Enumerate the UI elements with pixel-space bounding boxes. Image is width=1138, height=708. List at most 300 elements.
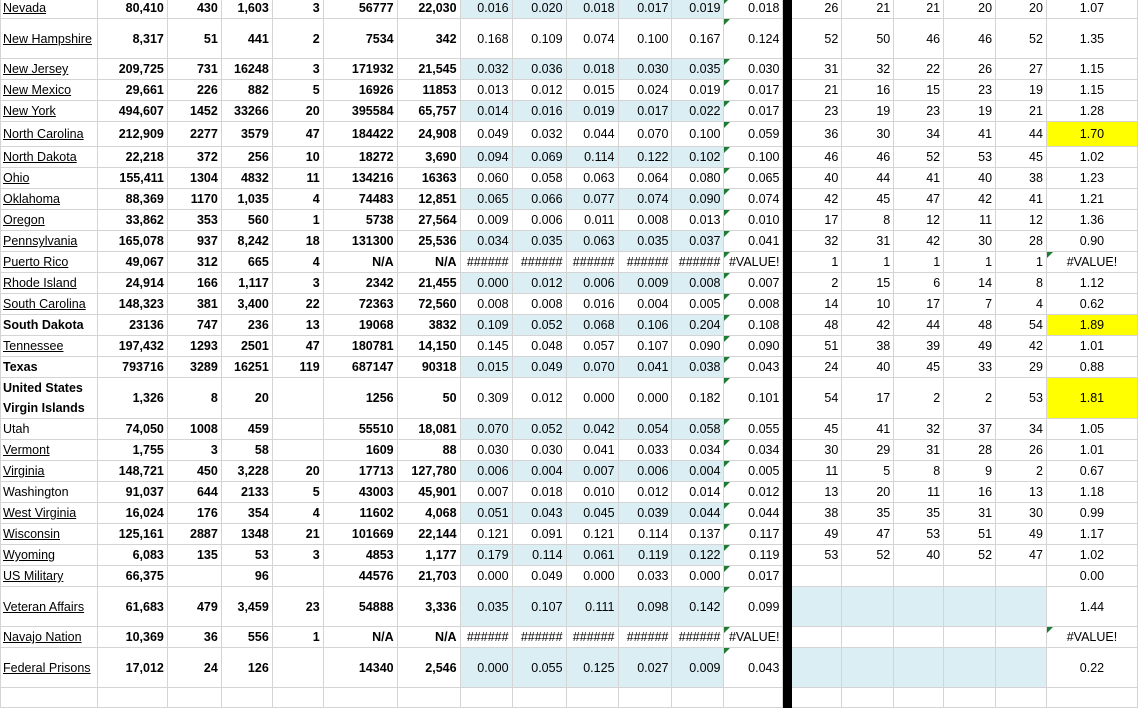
row-name-link[interactable]: Nevada — [3, 1, 47, 15]
cell-col-17[interactable]: 45 — [996, 147, 1047, 168]
cell-col-13[interactable]: 48 — [792, 315, 842, 336]
cell-col-17[interactable]: 12 — [996, 210, 1047, 231]
row-name-link[interactable]: North Carolina — [3, 127, 84, 141]
cell-col-3[interactable]: 53 — [221, 545, 272, 566]
cell-col-8[interactable]: 0.035 — [512, 231, 566, 252]
cell-col-1[interactable]: 29,661 — [97, 80, 167, 101]
cell-col-16[interactable]: 53 — [944, 147, 996, 168]
cell-col-18[interactable]: 1.18 — [1046, 482, 1137, 503]
row-name-cell[interactable] — [1, 189, 98, 210]
cell-col-16[interactable]: 19 — [944, 101, 996, 122]
cell-col-13[interactable]: 42 — [792, 189, 842, 210]
cell-col-14[interactable]: 32 — [842, 59, 894, 80]
cell-col-2[interactable]: 3 — [167, 440, 221, 461]
cell-col-15[interactable]: 53 — [894, 524, 944, 545]
cell-col-9[interactable]: 0.000 — [566, 566, 618, 587]
empty-cell[interactable] — [792, 688, 842, 708]
cell-col-10[interactable]: 0.004 — [618, 294, 672, 315]
cell-col-11[interactable]: 0.019 — [672, 0, 724, 19]
empty-cell[interactable] — [566, 688, 618, 708]
cell-col-8[interactable]: 0.030 — [512, 440, 566, 461]
cell-col-6[interactable]: N/A — [397, 252, 460, 273]
cell-col-12[interactable]: 0.008 — [724, 294, 783, 315]
cell-col-3[interactable]: 8,242 — [221, 231, 272, 252]
cell-col-8[interactable]: 0.069 — [512, 147, 566, 168]
cell-col-12[interactable]: 0.018 — [724, 0, 783, 19]
cell-col-1[interactable]: 8,317 — [97, 19, 167, 59]
cell-col-4[interactable]: 11 — [272, 168, 323, 189]
cell-col-7[interactable]: 0.109 — [460, 315, 512, 336]
cell-col-9[interactable]: 0.018 — [566, 0, 618, 19]
cell-col-8[interactable]: 0.018 — [512, 482, 566, 503]
cell-col-11[interactable]: 0.122 — [672, 545, 724, 566]
cell-col-15[interactable]: 6 — [894, 273, 944, 294]
cell-col-6[interactable]: 12,851 — [397, 189, 460, 210]
cell-col-2[interactable]: 51 — [167, 19, 221, 59]
cell-col-14[interactable]: 15 — [842, 273, 894, 294]
cell-col-9[interactable]: 0.068 — [566, 315, 618, 336]
cell-col-10[interactable]: 0.039 — [618, 503, 672, 524]
cell-col-17[interactable] — [996, 648, 1047, 688]
cell-col-11[interactable]: 0.090 — [672, 189, 724, 210]
cell-col-18[interactable]: 1.12 — [1046, 273, 1137, 294]
cell-col-3[interactable]: 2501 — [221, 336, 272, 357]
empty-cell[interactable] — [944, 688, 996, 708]
cell-col-15[interactable]: 41 — [894, 168, 944, 189]
cell-col-17[interactable]: 41 — [996, 189, 1047, 210]
cell-col-2[interactable]: 312 — [167, 252, 221, 273]
cell-col-7[interactable]: 0.051 — [460, 503, 512, 524]
cell-col-16[interactable]: 30 — [944, 231, 996, 252]
cell-col-3[interactable]: 665 — [221, 252, 272, 273]
cell-col-8[interactable]: 0.055 — [512, 648, 566, 688]
cell-col-9[interactable]: 0.019 — [566, 101, 618, 122]
cell-col-11[interactable]: 0.034 — [672, 440, 724, 461]
cell-col-15[interactable]: 42 — [894, 231, 944, 252]
cell-col-7[interactable]: 0.032 — [460, 59, 512, 80]
cell-col-16[interactable] — [944, 587, 996, 627]
cell-col-8[interactable]: 0.049 — [512, 566, 566, 587]
cell-col-3[interactable]: 236 — [221, 315, 272, 336]
cell-col-3[interactable]: 16248 — [221, 59, 272, 80]
cell-col-6[interactable]: 11853 — [397, 80, 460, 101]
cell-col-11[interactable]: 0.000 — [672, 566, 724, 587]
cell-col-11[interactable]: 0.009 — [672, 648, 724, 688]
cell-col-17[interactable]: 49 — [996, 524, 1047, 545]
cell-col-10[interactable]: 0.064 — [618, 168, 672, 189]
cell-col-11[interactable]: 0.167 — [672, 19, 724, 59]
cell-col-15[interactable]: 22 — [894, 59, 944, 80]
cell-col-10[interactable]: 0.033 — [618, 566, 672, 587]
cell-col-18[interactable]: 0.00 — [1046, 566, 1137, 587]
cell-col-5[interactable]: 4853 — [323, 545, 397, 566]
cell-col-3[interactable]: 882 — [221, 80, 272, 101]
row-name-link[interactable]: Oklahoma — [3, 192, 60, 206]
cell-col-12[interactable]: 0.017 — [724, 80, 783, 101]
cell-col-14[interactable]: 31 — [842, 231, 894, 252]
cell-col-15[interactable]: 17 — [894, 294, 944, 315]
cell-col-17[interactable]: 28 — [996, 231, 1047, 252]
cell-col-9[interactable]: 0.044 — [566, 122, 618, 147]
cell-col-9[interactable]: 0.041 — [566, 440, 618, 461]
cell-col-1[interactable]: 793716 — [97, 357, 167, 378]
cell-col-8[interactable]: 0.036 — [512, 59, 566, 80]
cell-col-9[interactable]: ###### — [566, 627, 618, 648]
cell-col-6[interactable]: 16363 — [397, 168, 460, 189]
cell-col-2[interactable]: 166 — [167, 273, 221, 294]
cell-col-2[interactable]: 1304 — [167, 168, 221, 189]
cell-col-8[interactable]: ###### — [512, 627, 566, 648]
cell-col-8[interactable]: 0.109 — [512, 19, 566, 59]
cell-col-3[interactable]: 3,459 — [221, 587, 272, 627]
cell-col-7[interactable]: 0.000 — [460, 273, 512, 294]
empty-cell[interactable] — [97, 688, 167, 708]
cell-col-14[interactable]: 44 — [842, 168, 894, 189]
cell-col-14[interactable]: 46 — [842, 147, 894, 168]
cell-col-14[interactable]: 30 — [842, 122, 894, 147]
cell-col-15[interactable]: 32 — [894, 419, 944, 440]
empty-cell[interactable] — [842, 688, 894, 708]
cell-col-6[interactable]: 127,780 — [397, 461, 460, 482]
cell-col-8[interactable]: 0.043 — [512, 503, 566, 524]
cell-col-4[interactable]: 47 — [272, 122, 323, 147]
cell-col-1[interactable]: 22,218 — [97, 147, 167, 168]
cell-col-6[interactable]: 1,177 — [397, 545, 460, 566]
cell-col-5[interactable]: 16926 — [323, 80, 397, 101]
cell-col-10[interactable]: 0.017 — [618, 0, 672, 19]
cell-col-18[interactable]: 1.36 — [1046, 210, 1137, 231]
cell-col-9[interactable]: ###### — [566, 252, 618, 273]
cell-col-3[interactable]: 3,400 — [221, 294, 272, 315]
cell-col-7[interactable]: 0.070 — [460, 419, 512, 440]
cell-col-17[interactable]: 2 — [996, 461, 1047, 482]
cell-col-4[interactable]: 3 — [272, 545, 323, 566]
cell-col-6[interactable]: 21,703 — [397, 566, 460, 587]
cell-col-14[interactable] — [842, 566, 894, 587]
row-name-cell[interactable] — [1, 566, 98, 587]
cell-col-5[interactable]: 43003 — [323, 482, 397, 503]
cell-col-5[interactable]: 171932 — [323, 59, 397, 80]
cell-col-12[interactable]: 0.119 — [724, 545, 783, 566]
cell-col-17[interactable]: 34 — [996, 419, 1047, 440]
cell-col-4[interactable]: 22 — [272, 294, 323, 315]
cell-col-5[interactable]: 18272 — [323, 147, 397, 168]
cell-col-3[interactable]: 256 — [221, 147, 272, 168]
cell-col-4[interactable]: 47 — [272, 336, 323, 357]
cell-col-14[interactable]: 40 — [842, 357, 894, 378]
cell-col-15[interactable]: 21 — [894, 0, 944, 19]
cell-col-4[interactable]: 5 — [272, 80, 323, 101]
cell-col-13[interactable]: 36 — [792, 122, 842, 147]
cell-col-11[interactable]: 0.137 — [672, 524, 724, 545]
cell-col-16[interactable]: 46 — [944, 19, 996, 59]
cell-col-1[interactable]: 17,012 — [97, 648, 167, 688]
cell-col-6[interactable]: 3832 — [397, 315, 460, 336]
cell-col-1[interactable]: 16,024 — [97, 503, 167, 524]
cell-col-4[interactable]: 2 — [272, 19, 323, 59]
cell-col-10[interactable]: 0.041 — [618, 357, 672, 378]
cell-col-15[interactable]: 34 — [894, 122, 944, 147]
cell-col-3[interactable]: 1348 — [221, 524, 272, 545]
row-name-link[interactable]: New Hampshire — [3, 31, 92, 46]
cell-col-15[interactable]: 39 — [894, 336, 944, 357]
cell-col-2[interactable]: 2887 — [167, 524, 221, 545]
cell-col-2[interactable]: 1452 — [167, 101, 221, 122]
cell-col-14[interactable]: 19 — [842, 101, 894, 122]
cell-col-5[interactable]: 72363 — [323, 294, 397, 315]
cell-col-5[interactable]: 11602 — [323, 503, 397, 524]
cell-col-6[interactable]: 21,545 — [397, 59, 460, 80]
cell-col-15[interactable]: 8 — [894, 461, 944, 482]
cell-col-16[interactable]: 2 — [944, 378, 996, 419]
cell-col-1[interactable]: 197,432 — [97, 336, 167, 357]
row-name-cell[interactable] — [1, 273, 98, 294]
cell-col-12[interactable]: 0.034 — [724, 440, 783, 461]
cell-col-16[interactable]: 48 — [944, 315, 996, 336]
cell-col-10[interactable]: 0.009 — [618, 273, 672, 294]
row-name-link[interactable]: Federal Prisons — [3, 660, 91, 675]
cell-col-11[interactable]: 0.037 — [672, 231, 724, 252]
cell-col-15[interactable]: 11 — [894, 482, 944, 503]
cell-col-10[interactable]: 0.035 — [618, 231, 672, 252]
cell-col-17[interactable]: 54 — [996, 315, 1047, 336]
cell-col-13[interactable]: 21 — [792, 80, 842, 101]
cell-col-2[interactable]: 1008 — [167, 419, 221, 440]
cell-col-4[interactable] — [272, 440, 323, 461]
cell-col-16[interactable]: 41 — [944, 122, 996, 147]
cell-col-12[interactable]: 0.100 — [724, 147, 783, 168]
row-name-link[interactable]: Oregon — [3, 213, 45, 227]
cell-col-8[interactable]: 0.032 — [512, 122, 566, 147]
row-name-link[interactable]: Rhode Island — [3, 276, 77, 290]
cell-col-11[interactable]: 0.044 — [672, 503, 724, 524]
cell-col-1[interactable]: 23136 — [97, 315, 167, 336]
cell-col-5[interactable]: 17713 — [323, 461, 397, 482]
cell-col-4[interactable]: 20 — [272, 101, 323, 122]
cell-col-17[interactable] — [996, 566, 1047, 587]
row-name-link[interactable]: West Virginia — [3, 506, 77, 520]
cell-col-9[interactable]: 0.061 — [566, 545, 618, 566]
cell-col-6[interactable]: 50 — [397, 378, 460, 419]
cell-col-12[interactable]: 0.059 — [724, 122, 783, 147]
cell-col-6[interactable]: 88 — [397, 440, 460, 461]
cell-col-16[interactable]: 42 — [944, 189, 996, 210]
cell-col-10[interactable]: 0.070 — [618, 122, 672, 147]
cell-col-14[interactable]: 16 — [842, 80, 894, 101]
cell-col-18[interactable]: 1.44 — [1046, 587, 1137, 627]
cell-col-8[interactable]: 0.114 — [512, 545, 566, 566]
cell-col-1[interactable]: 49,067 — [97, 252, 167, 273]
cell-col-4[interactable]: 13 — [272, 315, 323, 336]
cell-col-15[interactable] — [894, 648, 944, 688]
cell-col-1[interactable]: 125,161 — [97, 524, 167, 545]
cell-col-9[interactable]: 0.125 — [566, 648, 618, 688]
cell-col-7[interactable]: 0.034 — [460, 231, 512, 252]
cell-col-13[interactable]: 2 — [792, 273, 842, 294]
cell-col-17[interactable]: 26 — [996, 440, 1047, 461]
cell-col-13[interactable]: 46 — [792, 147, 842, 168]
cell-col-3[interactable]: 459 — [221, 419, 272, 440]
cell-col-10[interactable]: 0.122 — [618, 147, 672, 168]
cell-col-15[interactable]: 12 — [894, 210, 944, 231]
cell-col-5[interactable]: 19068 — [323, 315, 397, 336]
cell-col-4[interactable] — [272, 378, 323, 419]
cell-col-14[interactable]: 29 — [842, 440, 894, 461]
cell-col-9[interactable]: 0.114 — [566, 147, 618, 168]
cell-col-10[interactable]: 0.006 — [618, 461, 672, 482]
cell-col-8[interactable]: 0.107 — [512, 587, 566, 627]
row-name-cell[interactable] — [1, 627, 98, 648]
cell-col-12[interactable]: 0.005 — [724, 461, 783, 482]
cell-col-5[interactable]: 55510 — [323, 419, 397, 440]
cell-col-15[interactable]: 31 — [894, 440, 944, 461]
cell-col-5[interactable]: 74483 — [323, 189, 397, 210]
cell-col-5[interactable]: 395584 — [323, 101, 397, 122]
cell-col-1[interactable]: 1,326 — [97, 378, 167, 419]
row-name-link[interactable]: Ohio — [3, 171, 30, 185]
cell-col-5[interactable]: N/A — [323, 252, 397, 273]
cell-col-10[interactable]: ###### — [618, 627, 672, 648]
cell-col-18[interactable]: 1.17 — [1046, 524, 1137, 545]
cell-col-9[interactable]: 0.063 — [566, 231, 618, 252]
cell-col-4[interactable] — [272, 648, 323, 688]
cell-col-2[interactable]: 2277 — [167, 122, 221, 147]
cell-col-14[interactable]: 10 — [842, 294, 894, 315]
cell-col-9[interactable]: 0.010 — [566, 482, 618, 503]
cell-col-2[interactable]: 372 — [167, 147, 221, 168]
cell-col-14[interactable] — [842, 587, 894, 627]
cell-col-15[interactable]: 23 — [894, 101, 944, 122]
cell-col-3[interactable]: 58 — [221, 440, 272, 461]
cell-col-18[interactable]: 1.28 — [1046, 101, 1137, 122]
cell-col-12[interactable]: 0.012 — [724, 482, 783, 503]
empty-cell[interactable] — [1, 688, 98, 708]
cell-col-17[interactable]: 47 — [996, 545, 1047, 566]
cell-col-17[interactable]: 29 — [996, 357, 1047, 378]
row-name-cell[interactable] — [1, 315, 98, 336]
cell-col-11[interactable]: 0.019 — [672, 80, 724, 101]
row-name-cell[interactable] — [1, 0, 98, 19]
cell-col-7[interactable]: 0.121 — [460, 524, 512, 545]
cell-col-7[interactable]: 0.007 — [460, 482, 512, 503]
cell-col-13[interactable]: 51 — [792, 336, 842, 357]
cell-col-4[interactable]: 5 — [272, 482, 323, 503]
row-name-cell[interactable] — [1, 80, 98, 101]
cell-col-9[interactable]: 0.011 — [566, 210, 618, 231]
row-name-cell[interactable] — [1, 587, 98, 627]
cell-col-18[interactable]: 0.67 — [1046, 461, 1137, 482]
cell-col-1[interactable]: 24,914 — [97, 273, 167, 294]
cell-col-7[interactable]: 0.000 — [460, 648, 512, 688]
cell-col-15[interactable]: 2 — [894, 378, 944, 419]
cell-col-10[interactable]: 0.012 — [618, 482, 672, 503]
cell-col-2[interactable]: 24 — [167, 648, 221, 688]
cell-col-7[interactable]: 0.035 — [460, 587, 512, 627]
cell-col-6[interactable]: 3,690 — [397, 147, 460, 168]
cell-col-14[interactable]: 42 — [842, 315, 894, 336]
cell-col-13[interactable]: 24 — [792, 357, 842, 378]
cell-col-16[interactable]: 20 — [944, 0, 996, 19]
cell-col-6[interactable]: 27,564 — [397, 210, 460, 231]
row-name-cell[interactable] — [1, 101, 98, 122]
cell-col-12[interactable]: 0.017 — [724, 566, 783, 587]
cell-col-10[interactable]: 0.114 — [618, 524, 672, 545]
cell-col-18[interactable]: 0.22 — [1046, 648, 1137, 688]
cell-col-16[interactable]: 33 — [944, 357, 996, 378]
cell-col-10[interactable]: 0.000 — [618, 378, 672, 419]
cell-col-12[interactable]: 0.099 — [724, 587, 783, 627]
cell-col-1[interactable]: 6,083 — [97, 545, 167, 566]
cell-col-11[interactable]: 0.090 — [672, 336, 724, 357]
cell-col-18[interactable]: #VALUE! — [1046, 627, 1137, 648]
cell-col-4[interactable]: 18 — [272, 231, 323, 252]
cell-col-18[interactable]: 1.02 — [1046, 545, 1137, 566]
cell-col-2[interactable]: 450 — [167, 461, 221, 482]
cell-col-2[interactable]: 731 — [167, 59, 221, 80]
cell-col-18[interactable]: 0.99 — [1046, 503, 1137, 524]
cell-col-11[interactable]: 0.004 — [672, 461, 724, 482]
row-name-cell[interactable] — [1, 545, 98, 566]
row-name-cell[interactable] — [1, 336, 98, 357]
cell-col-7[interactable]: 0.013 — [460, 80, 512, 101]
cell-col-15[interactable]: 40 — [894, 545, 944, 566]
row-name-cell[interactable] — [1, 378, 98, 419]
cell-col-7[interactable]: 0.145 — [460, 336, 512, 357]
cell-col-16[interactable]: 1 — [944, 252, 996, 273]
cell-col-7[interactable]: ###### — [460, 252, 512, 273]
cell-col-6[interactable]: 25,536 — [397, 231, 460, 252]
cell-col-17[interactable]: 21 — [996, 101, 1047, 122]
cell-col-12[interactable]: 0.030 — [724, 59, 783, 80]
cell-col-2[interactable]: 644 — [167, 482, 221, 503]
cell-col-7[interactable]: 0.094 — [460, 147, 512, 168]
row-name-cell[interactable] — [1, 210, 98, 231]
row-name-link[interactable]: Puerto Rico — [3, 255, 69, 269]
cell-col-17[interactable]: 8 — [996, 273, 1047, 294]
cell-col-17[interactable]: 42 — [996, 336, 1047, 357]
cell-col-5[interactable]: 7534 — [323, 19, 397, 59]
cell-col-8[interactable]: 0.016 — [512, 101, 566, 122]
row-name-link[interactable]: Wisconsin — [3, 527, 60, 541]
cell-col-18[interactable]: 1.01 — [1046, 440, 1137, 461]
cell-col-17[interactable]: 13 — [996, 482, 1047, 503]
cell-col-13[interactable]: 14 — [792, 294, 842, 315]
cell-col-7[interactable]: 0.009 — [460, 210, 512, 231]
cell-col-8[interactable]: 0.008 — [512, 294, 566, 315]
cell-col-6[interactable]: 45,901 — [397, 482, 460, 503]
cell-col-11[interactable]: ###### — [672, 627, 724, 648]
cell-col-18[interactable]: 1.15 — [1046, 59, 1137, 80]
cell-col-18[interactable]: 1.23 — [1046, 168, 1137, 189]
cell-col-7[interactable]: ###### — [460, 627, 512, 648]
cell-col-1[interactable]: 209,725 — [97, 59, 167, 80]
cell-col-7[interactable]: 0.179 — [460, 545, 512, 566]
cell-col-6[interactable]: 65,757 — [397, 101, 460, 122]
cell-col-7[interactable]: 0.309 — [460, 378, 512, 419]
cell-col-13[interactable]: 31 — [792, 59, 842, 80]
cell-col-8[interactable]: 0.049 — [512, 357, 566, 378]
cell-col-11[interactable]: 0.038 — [672, 357, 724, 378]
cell-col-1[interactable]: 148,721 — [97, 461, 167, 482]
cell-col-8[interactable]: 0.048 — [512, 336, 566, 357]
cell-col-14[interactable]: 20 — [842, 482, 894, 503]
cell-col-8[interactable]: 0.066 — [512, 189, 566, 210]
cell-col-12[interactable]: 0.101 — [724, 378, 783, 419]
cell-col-14[interactable]: 52 — [842, 545, 894, 566]
row-name-link[interactable]: Vermont — [3, 443, 50, 457]
cell-col-12[interactable]: 0.017 — [724, 101, 783, 122]
cell-col-14[interactable]: 38 — [842, 336, 894, 357]
